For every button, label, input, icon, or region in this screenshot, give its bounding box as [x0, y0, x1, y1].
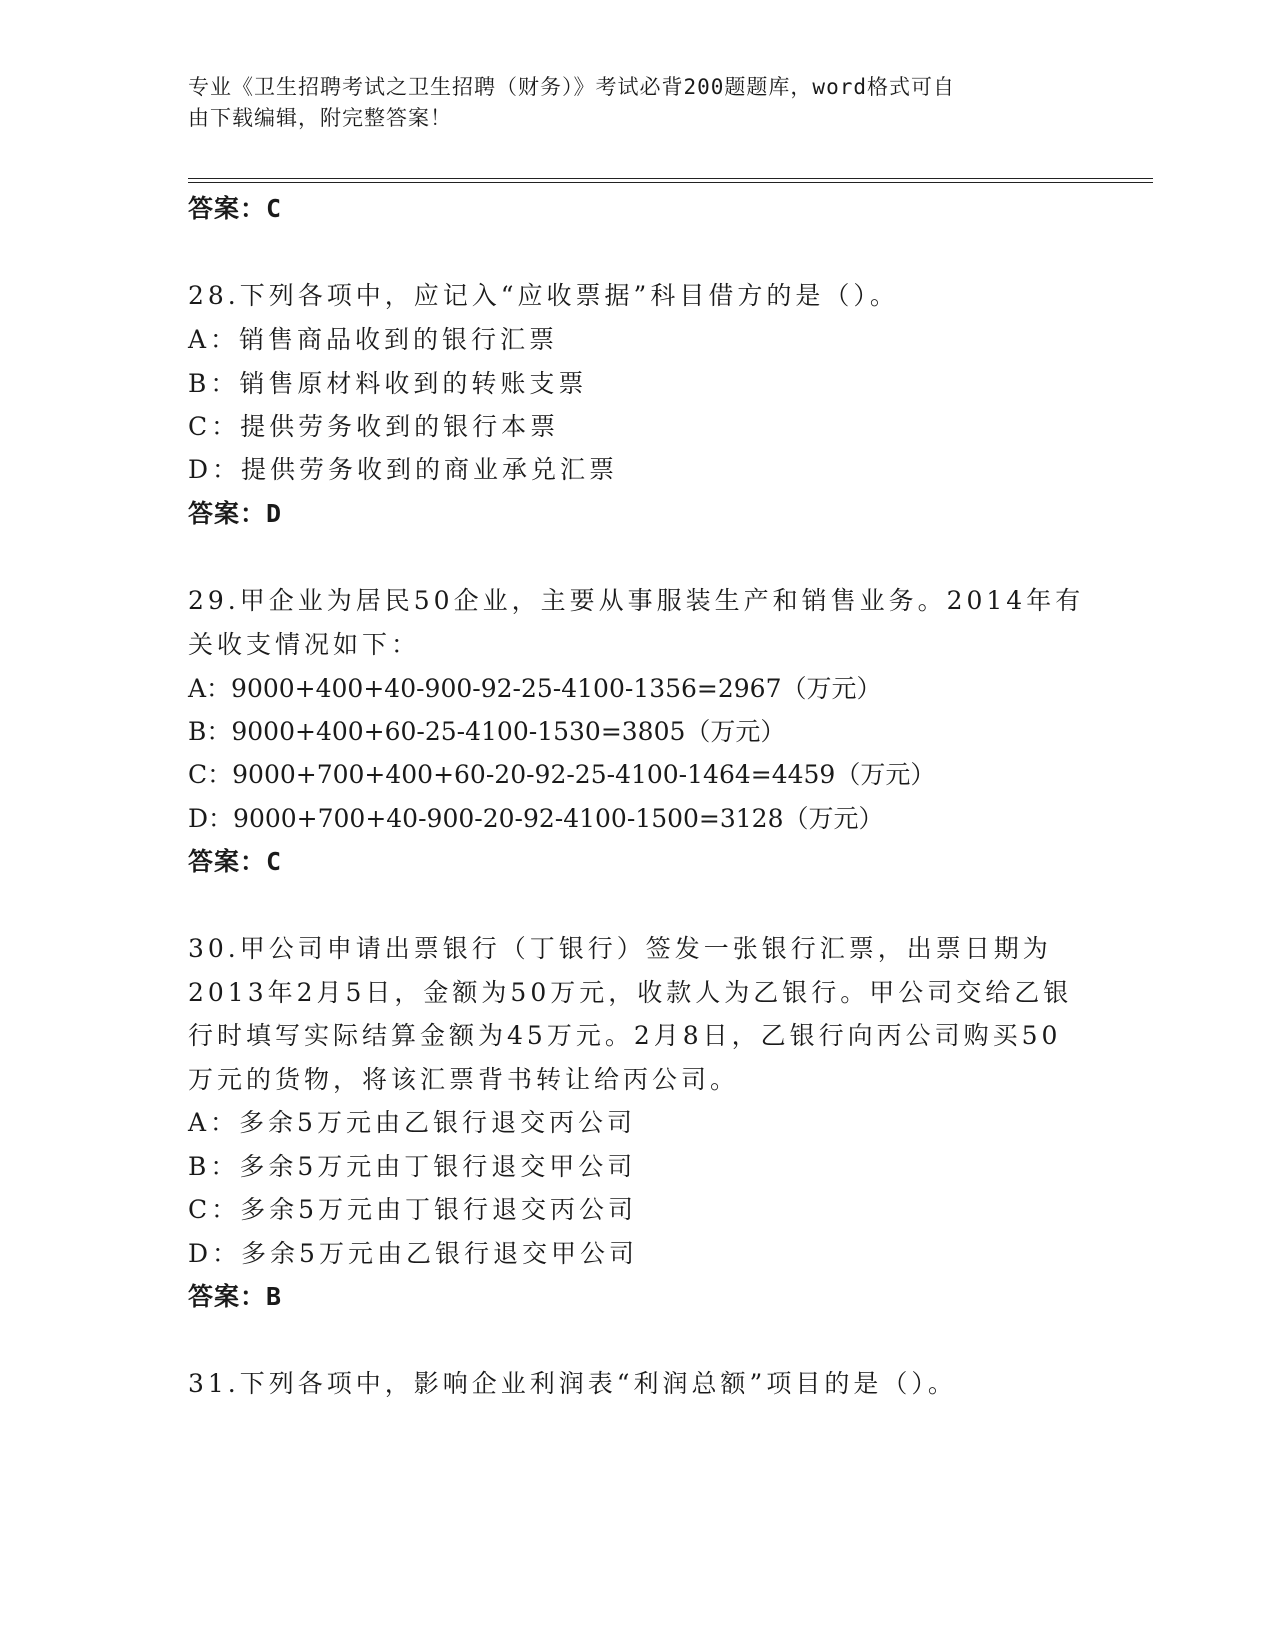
question-30-stem-line-1: 30.甲公司申请出票银行（丁银行）签发一张银行汇票，出票日期为 [188, 934, 1052, 963]
question-28-stem: 28.下列各项中，应记入“应收票据”科目借方的是（）。 [188, 281, 899, 310]
header-divider-top [188, 178, 1153, 179]
question-30-option-b: B：多余5万元由丁银行退交甲公司 [188, 1152, 637, 1181]
question-29-answer: 答案：C [188, 847, 283, 876]
header-line-1: 专业《卫生招聘考试之卫生招聘（财务）》考试必背200题题库，word格式可自 [188, 75, 955, 99]
question-30-option-c: C：多余5万元由丁银行退交丙公司 [188, 1195, 638, 1224]
question-28-answer: 答案：D [188, 499, 283, 528]
question-30-stem-line-2: 2013年2月5日，金额为50万元，收款人为乙银行。甲公司交给乙银 [188, 978, 1073, 1007]
question-29-option-b: B：9000+400+60-25-4100-1530=3805（万元） [188, 717, 786, 746]
header-divider-bottom [188, 182, 1153, 183]
header-line-2: 由下载编辑，附完整答案！ [188, 106, 452, 130]
question-29-stem-line-1: 29.甲企业为居民50企业，主要从事服装生产和销售业务。2014年有 [188, 586, 1085, 615]
question-31-stem: 31.下列各项中，影响企业利润表“利润总额”项目的是（）。 [188, 1369, 957, 1398]
answer-previous: 答案：C [188, 194, 283, 223]
question-30-option-a: A：多余5万元由乙银行退交丙公司 [188, 1108, 636, 1137]
question-28-option-d: D：提供劳务收到的商业承兑汇票 [188, 455, 619, 484]
question-29-option-a: A：9000+400+40-900-92-25-4100-1356=2967（万元） [188, 674, 882, 703]
question-30-stem-line-3: 行时填写实际结算金额为45万元。2月8日，乙银行向丙公司购买50 [188, 1021, 1062, 1050]
question-28-option-a: A：销售商品收到的银行汇票 [188, 325, 559, 354]
question-28-option-b: B：销售原材料收到的转账支票 [188, 369, 588, 398]
question-28-option-c: C：提供劳务收到的银行本票 [188, 412, 560, 441]
question-29-option-c: C：9000+700+400+60-20-92-25-4100-1464=4459（万元） [188, 760, 936, 789]
question-30-answer: 答案：B [188, 1282, 283, 1311]
question-29-option-d: D：9000+700+40-900-20-92-4100-1500=3128（万元） [188, 804, 884, 833]
document-header [188, 72, 1068, 134]
question-29-stem-line-2: 关收支情况如下： [188, 630, 421, 659]
question-30-option-d: D：多余5万元由乙银行退交甲公司 [188, 1239, 638, 1268]
question-30-stem-line-4: 万元的货物，将该汇票背书转让给丙公司。 [188, 1065, 740, 1094]
